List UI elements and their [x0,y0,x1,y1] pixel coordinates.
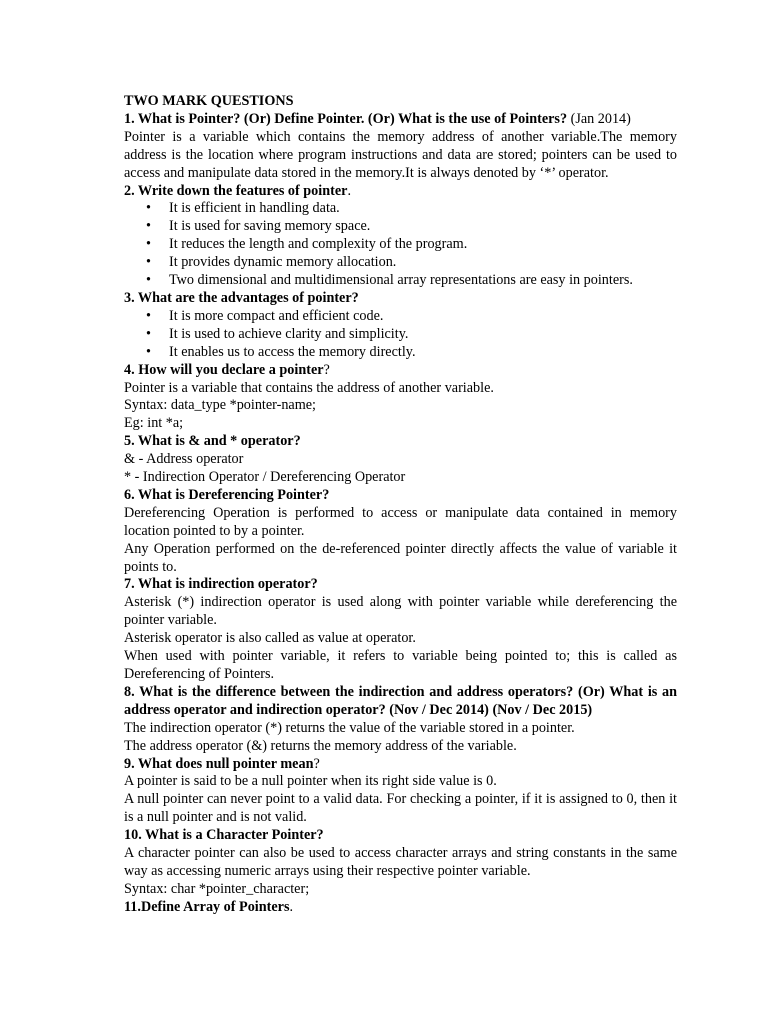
list-item-text: It enables us to access the memory directly. [169,343,416,360]
question-suffix: . [347,182,351,199]
question-heading [124,111,677,129]
question-heading [124,183,677,201]
question-text: 4. How will you declare a pointer [124,361,324,378]
question-text: 7. What is indirection operator? [124,576,318,593]
question-suffix: ? [313,755,320,772]
bullet-icon: • [146,307,151,324]
answer-paragraph: Eg: int *a; [124,415,184,432]
question-text: 2. Write down the features of pointer [124,182,348,199]
list-item [124,272,677,290]
question-text: 10. What is a Character Pointer? [124,827,324,844]
list-item-text: It is used for saving memory space. [169,218,371,235]
list-item [124,326,677,344]
question-suffix: . [289,898,294,915]
bullet-icon: • [146,325,151,342]
answer-paragraph: A character pointer can also be used to access character arrays and string constants in the same way as accessing numeric arrays using their respective pointer variable. [124,845,677,879]
answer-paragraph: A pointer is said to be a null pointer when its right side value is 0. [124,773,497,790]
list-item [124,218,677,236]
question-heading [124,576,677,594]
bullet-icon: • [146,254,151,271]
answer-paragraph: * - Indirection Operator / Dereferencing Operator [124,469,406,486]
bullet-icon: • [146,272,151,289]
answer-paragraph: A null pointer can never point to a valid data. For checking a pointer, if it is assigned to 0, then it is a null pointer and is not valid. [124,791,677,826]
question-text: 11.Define Array of Pointers [124,898,290,915]
question-heading [124,684,677,720]
answer-paragraph: Pointer is a variable which contains the memory address of another variable.The memory address is the location where program instructions and data are stored; pointers can be used to access and manipulate data stored in the memory.It is always denoted by ‘*’ operator. [124,128,677,181]
list-item-text: It is efficient in handling data. [169,200,340,217]
answer-paragraph: Asterisk (*) indirection operator is used along with pointer variable while dereferencing the pointer variable. [124,594,677,629]
answer-paragraph: The address operator (&) returns the memory address of the variable. [124,737,517,754]
bullet-list [124,308,677,362]
answer-paragraph: Syntax: char *pointer_character; [124,880,310,897]
question-heading [124,756,677,774]
document-title: TWO MARK QUESTIONS [124,93,294,109]
answer-paragraph: Any Operation performed on the de-referenced pointer directly affects the value of variable it points to. [124,540,677,575]
document-body [124,93,677,917]
answer-paragraph: Dereferencing Operation is performed to access or manipulate data contained in memory location pointed to by a pointer. [124,504,677,539]
question-heading [124,433,677,451]
list-item-text: It is more compact and efficient code. [169,307,384,324]
question-heading [124,487,677,505]
question-text: 1. What is Pointer? (Or) Define Pointer. (Or) What is the use of Pointers? [124,110,568,127]
question-heading [124,899,677,917]
list-item [124,254,677,272]
answer-paragraph: When used with pointer variable, it refers to variable being pointed to; this is called as Dereferencing of Pointers. [124,648,677,682]
list-item [124,200,677,218]
question-text: 3. What are the advantages of pointer? [124,289,359,306]
question-text: 6. What is Dereferencing Pointer? [124,486,330,503]
question-heading [124,827,677,845]
list-item-text: Two dimensional and multidimensional array representations are easy in pointers. [169,272,633,289]
bullet-icon: • [146,236,151,253]
list-item-text: It reduces the length and complexity of the program. [169,236,468,253]
list-item [124,236,677,254]
answer-paragraph: Pointer is a variable that contains the address of another variable. [124,379,494,396]
question-text: 9. What does null pointer mean [124,755,314,772]
bullet-icon: • [146,218,151,235]
bullet-icon: • [146,343,151,360]
answer-paragraph: The indirection operator (*) returns the value of the variable stored in a pointer. [124,719,575,736]
answer-paragraph: & - Address operator [124,451,244,468]
list-item-text: It provides dynamic memory allocation. [169,254,397,271]
list-item-text: It is used to achieve clarity and simplicity. [169,325,409,342]
question-suffix: (Jan 2014) [567,110,631,127]
list-item [124,308,677,326]
question-suffix: ? [323,361,330,378]
bullet-icon: • [146,200,151,217]
question-text: 8. What is the difference between the indirection and address operators? (Or) What is an address operator and indirection operator? (Nov / Dec 2014) (Nov / Dec 2015) [124,683,677,718]
bullet-list [124,200,677,290]
answer-paragraph: Syntax: data_type *pointer-name; [124,397,316,414]
list-item [124,344,677,362]
question-text: 5. What is & and * operator? [124,433,301,450]
answer-paragraph: Asterisk operator is also called as value at operator. [124,630,416,647]
question-heading [124,362,677,380]
question-heading [124,290,677,308]
